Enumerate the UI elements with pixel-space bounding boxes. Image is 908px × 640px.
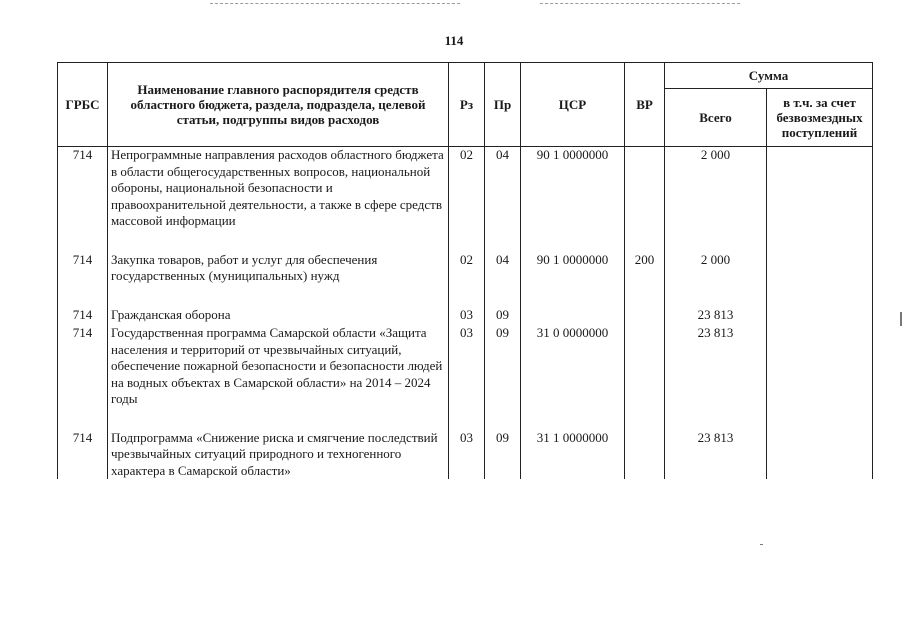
cell-name: Государственная программа Самарской области «Защита населения и территорий от чрезвычайных ситуаций, обеспечение пожарной безопасности и безопасности людей на водных объектах в Самарской области» на 2014 – 2024 годы <box>108 325 449 430</box>
budget-table <box>57 62 873 479</box>
cell-grants <box>767 252 873 307</box>
header-vr: ВР <box>625 63 665 147</box>
cell-pr: 09 <box>485 325 521 430</box>
cell-name: Гражданская оборона <box>108 307 449 326</box>
cell-csr: 90 1 0000000 <box>521 147 625 252</box>
cell-pr: 09 <box>485 307 521 326</box>
page-number: 114 <box>444 33 464 48</box>
cell-grants <box>767 147 873 252</box>
cell-total: 23 813 <box>665 307 767 326</box>
cell-grbs: 714 <box>58 325 108 430</box>
scan-mark <box>760 544 763 545</box>
header-name: Наименование главного распорядителя средств областного бюджета, раздела, подраздела, целевой статьи, подгруппы видов расходов <box>108 63 449 147</box>
cell-name: Закупка товаров, работ и услуг для обеспечения государственных (муниципальных) нужд <box>108 252 449 307</box>
cell-name: Подпрограмма «Снижение риска и смягчение последствий чрезвычайных ситуаций природного и техногенного характера в Самарской области» <box>108 430 449 480</box>
cell-vr <box>625 307 665 326</box>
cell-grbs: 714 <box>58 147 108 252</box>
cell-vr <box>625 147 665 252</box>
table-row <box>58 307 873 326</box>
table-row <box>58 147 873 252</box>
cell-grants <box>767 325 873 430</box>
cell-name: Непрограммные направления расходов областного бюджета в области общегосударственных вопросов, национальной обороны, национальной безопасности и правоохранительной деятельности, а также в сфере средств массовой информации <box>108 147 449 252</box>
table-row <box>58 325 873 430</box>
cell-grants <box>767 307 873 326</box>
cell-grbs: 714 <box>58 430 108 480</box>
cell-rz: 02 <box>449 252 485 307</box>
cell-total: 23 813 <box>665 325 767 430</box>
cell-total: 2 000 <box>665 252 767 307</box>
table-row <box>58 252 873 307</box>
cell-rz: 02 <box>449 147 485 252</box>
cell-rz: 03 <box>449 430 485 480</box>
cell-vr <box>625 325 665 430</box>
header-sum: Сумма <box>665 63 873 89</box>
cell-grbs: 714 <box>58 307 108 326</box>
cell-grants <box>767 430 873 480</box>
cell-vr <box>625 430 665 480</box>
cell-total: 23 813 <box>665 430 767 480</box>
header-grbs: ГРБС <box>58 63 108 147</box>
cell-csr <box>521 307 625 326</box>
scan-top-rule <box>210 3 460 5</box>
cell-rz: 03 <box>449 325 485 430</box>
cell-csr: 31 0 0000000 <box>521 325 625 430</box>
cell-rz: 03 <box>449 307 485 326</box>
cell-total: 2 000 <box>665 147 767 252</box>
scan-mark <box>900 312 902 326</box>
table-row <box>58 430 873 480</box>
cell-pr: 04 <box>485 252 521 307</box>
cell-vr: 200 <box>625 252 665 307</box>
header-rz: Рз <box>449 63 485 147</box>
header-grants: в т.ч. за счет безвозмездных поступлений <box>767 89 873 147</box>
header-total: Всего <box>665 89 767 147</box>
table-header <box>58 63 873 147</box>
cell-pr: 09 <box>485 430 521 480</box>
cell-csr: 31 1 0000000 <box>521 430 625 480</box>
cell-pr: 04 <box>485 147 521 252</box>
cell-grbs: 714 <box>58 252 108 307</box>
scan-top-rule <box>540 3 740 5</box>
header-pr: Пр <box>485 63 521 147</box>
cell-csr: 90 1 0000000 <box>521 252 625 307</box>
header-csr: ЦСР <box>521 63 625 147</box>
